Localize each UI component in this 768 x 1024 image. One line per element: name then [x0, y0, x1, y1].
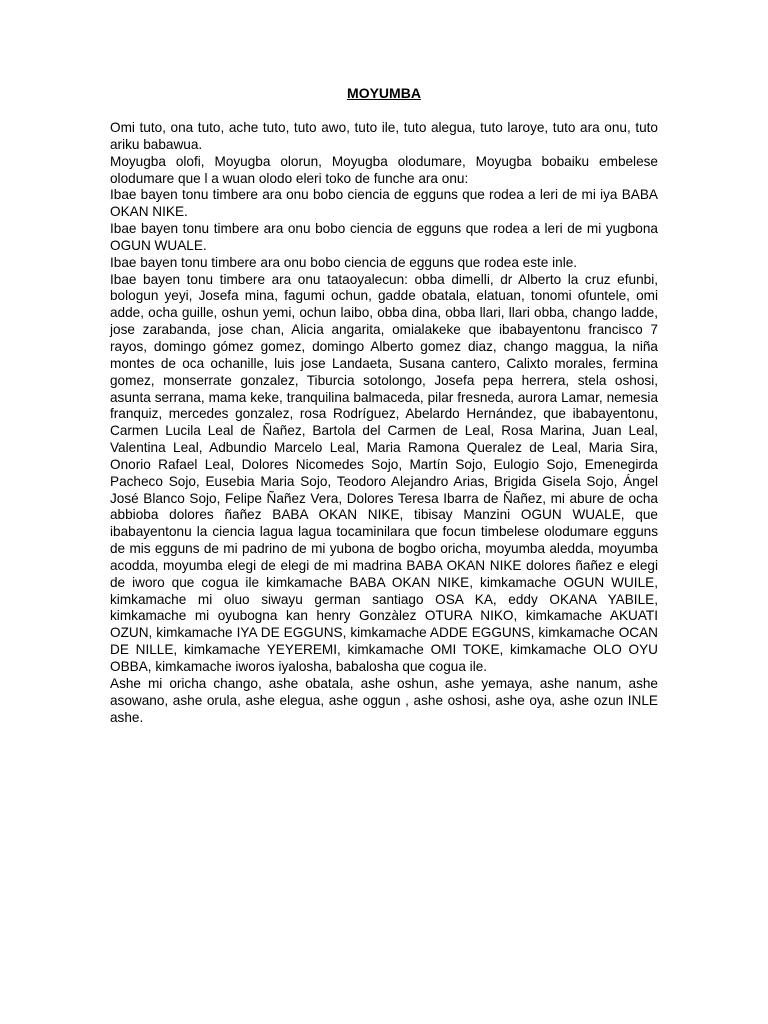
- document-title: MOYUMBA: [347, 85, 421, 101]
- paragraph: Ibae bayen tonu timbere ara onu bobo ciencia de egguns que rodea este inle.: [110, 254, 578, 270]
- document-body: [110, 120, 658, 726]
- paragraph: Ibae bayen tonu timbere ara onu bobo ciencia de egguns que rodea a leri de mi iya BABA OKAN NIKE.: [110, 187, 658, 220]
- paragraph: Omi tuto, ona tuto, ache tuto, tuto awo, tuto ile, tuto alegua, tuto laroye, tuto ara onu, tuto ariku babawua.: [110, 120, 658, 152]
- paragraph: Ibae bayen tonu timbere ara onu tataoyalecun: obba dimelli, dr Alberto la cruz efunbi, bologun yeyi, Josefa mina, fagumi ochun, gadde obatala, elatuan, tonomi ofuntele, omi adde, ocha guille, oshun yemi, ochun laibo, obba dina, obba llari, llari obba, chango ladde, jose zarabanda, jose chan, Alicia angarita, omialakeke que ibabayentonu francisco 7 rayos, domingo gómez gomez, domingo Alberto gomez diaz, chango maggua, la niña montes de oca ochanille, luis jose Landaeta, Susana cantero, Calixto morales, fermina gomez, monserrate gonzalez, Tiburcia sotolongo, Josefa pepa herrera, stela oshosi, asunta serrana, mama keke, tranquilina balmaceda, pilar fresneda, aurora Lamar, nemesia franquiz, mercedes gonzalez, rosa Rodríguez, Abelardo Hernández, que ibabayentonu, Carmen Lucila Leal de Ñañez, Bartola del Carmen de Leal, Rosa Marina, Juan Leal, Valentina Leal, Adbundio Marcelo Leal, Maria Ramona Queralez de Leal, Maria Sira, Onorio Rafael Leal, Dolores Nicomedes Sojo, Martín Sojo, Eulogio Sojo, Emenegirda Pacheco Sojo, Eusebia Maria Sojo, Teodoro Alejandro Arias, Brigida Gisela Sojo, Ángel José Blanco Sojo, Felipe Ñañez Vera, Dolores Teresa Ibarra de Ñañez, mi abure de ocha abbioba dolores ñañez BABA OKAN NIKE, tibisay Manzini OGUN WUALE, que ibabayentonu la ciencia lagua lagua tocaminilara que focun timbelese olodumare egguns de mis egguns de mi padrino de mi yubona de bogbo oricha, moyumba aledda, moyumba acodda, moyumba elegi de elegi de mi madrina BABA OKAN NIKE dolores ñañez e elegi de iworo que cogua ile kimkamache BABA OKAN NIKE, kimkamache OGUN WUILE, kimkamache mi oluo siwayu german santiago OSA KA, eddy OKANA YABILE, kimkamache mi oyubogna kan henry Gonzàlez OTURA NIKO, kimkamache AKUATI OZUN, kimkamache IYA DE EGGUNS, kimkamache ADDE EGGUNS, kimkamache OCAN DE NILLE, kimkamache YEYEREMI, kimkamache OMI TOKE, kimkamache OLO OYU OBBA, kimkamache iworos iyalosha, babalosha que cogua ile.: [110, 271, 658, 674]
- paragraph: Moyugba olofi, Moyugba olorun, Moyugba olodumare, Moyugba bobaiku embelese olodumare que l a wuan olodo eleri toko de funche ara onu:: [110, 153, 658, 186]
- paragraph: Ibae bayen tonu timbere ara onu bobo ciencia de egguns que rodea a leri de mi yugbona OGUN WUALE.: [110, 221, 658, 253]
- paragraph: Ashe mi oricha chango, ashe obatala, ashe oshun, ashe yemaya, ashe nanum, ashe asowano, ashe orula, ashe elegua, ashe oggun , ashe oshosi, ashe oya, ashe ozun INLE ashe.: [110, 675, 658, 725]
